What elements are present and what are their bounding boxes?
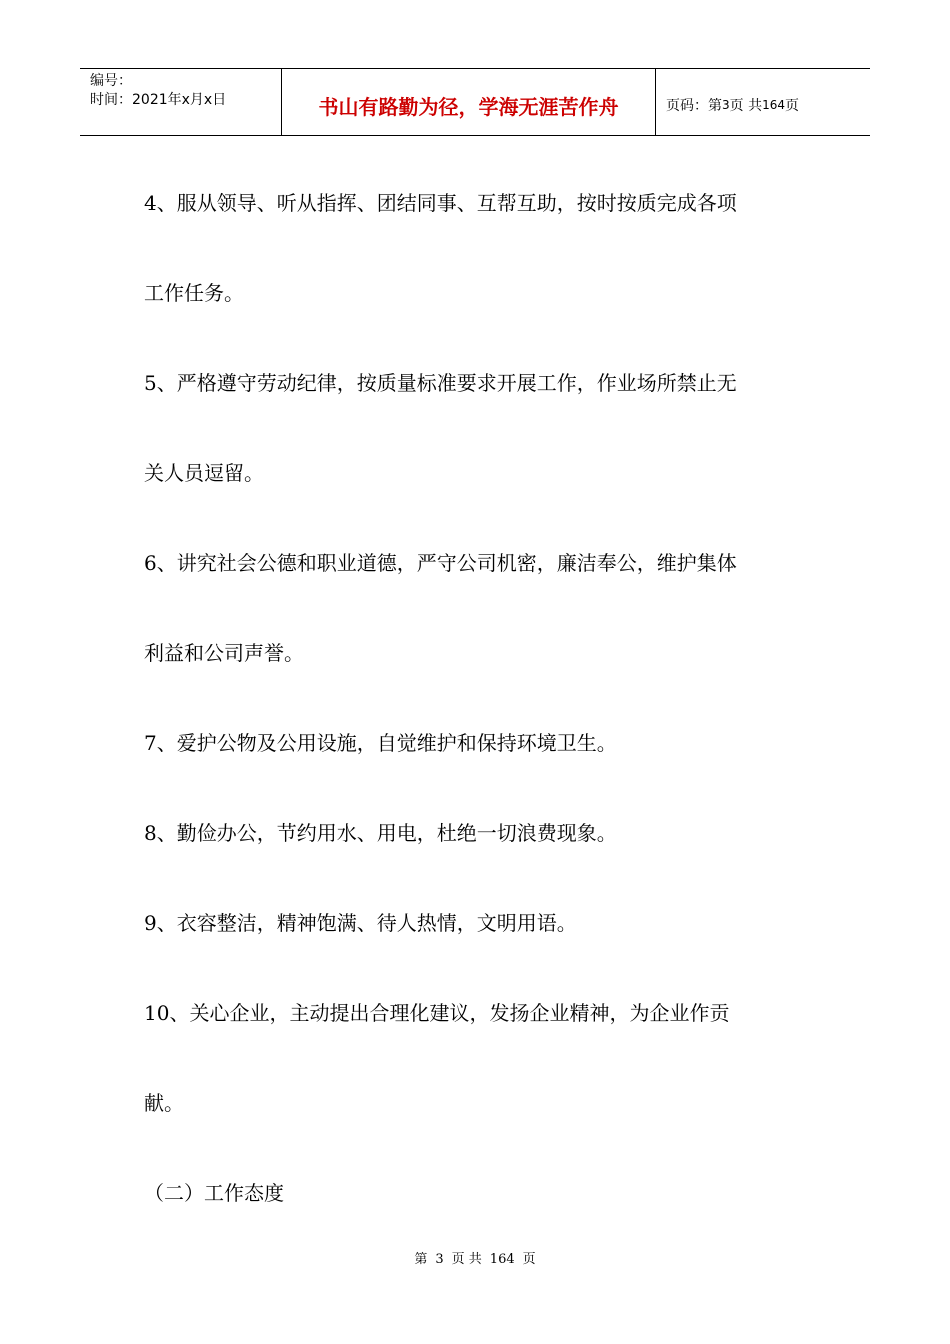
body-line: 9、衣容整洁，精神饱满、待人热情，文明用语。 <box>144 911 577 935</box>
document-time: 时间：2021年x月x日 <box>90 92 227 108</box>
header-motto: 书山有路勤为径，学海无涯苦作舟 <box>282 69 656 135</box>
body-line: 利益和公司声誉。 <box>144 641 304 665</box>
section-heading: （二）工作态度 <box>144 1181 284 1205</box>
document-body <box>144 158 824 1238</box>
page-mid: 页 共 <box>729 98 763 114</box>
header-meta <box>80 69 282 135</box>
footer-prefix: 第 <box>414 1252 428 1267</box>
page-suffix: 页 <box>785 98 799 114</box>
footer-total: 164 <box>489 1252 515 1267</box>
document-code: 编号： <box>90 73 132 89</box>
body-line: 工作任务。 <box>144 281 244 305</box>
footer-current: 3 <box>435 1252 444 1267</box>
body-line: 献。 <box>144 1091 184 1115</box>
body-line: 10、关心企业，主动提出合理化建议，发扬企业精神，为企业作贡 <box>144 1001 730 1025</box>
header-page-number <box>656 69 870 135</box>
body-line: 5、严格遵守劳动纪律，按质量标准要求开展工作，作业场所禁止无 <box>144 371 737 395</box>
footer-mid: 页 共 <box>451 1252 482 1267</box>
page-current: 3 <box>722 98 730 112</box>
page-total: 164 <box>762 98 785 112</box>
body-line: 8、勤俭办公，节约用水、用电，杜绝一切浪费现象。 <box>144 821 617 845</box>
body-line: 6、讲究社会公德和职业道德，严守公司机密，廉洁奉公，维护集体 <box>144 551 737 575</box>
body-line: 关人员逗留。 <box>144 461 264 485</box>
page-header <box>80 68 870 136</box>
body-line: 7、爱护公物及公用设施，自觉维护和保持环境卫生。 <box>144 731 617 755</box>
page-footer <box>0 1248 950 1267</box>
footer-suffix: 页 <box>522 1252 536 1267</box>
page-prefix: 页码：第 <box>666 98 722 114</box>
body-line: 4、服从领导、听从指挥、团结同事、互帮互助，按时按质完成各项 <box>144 191 737 215</box>
